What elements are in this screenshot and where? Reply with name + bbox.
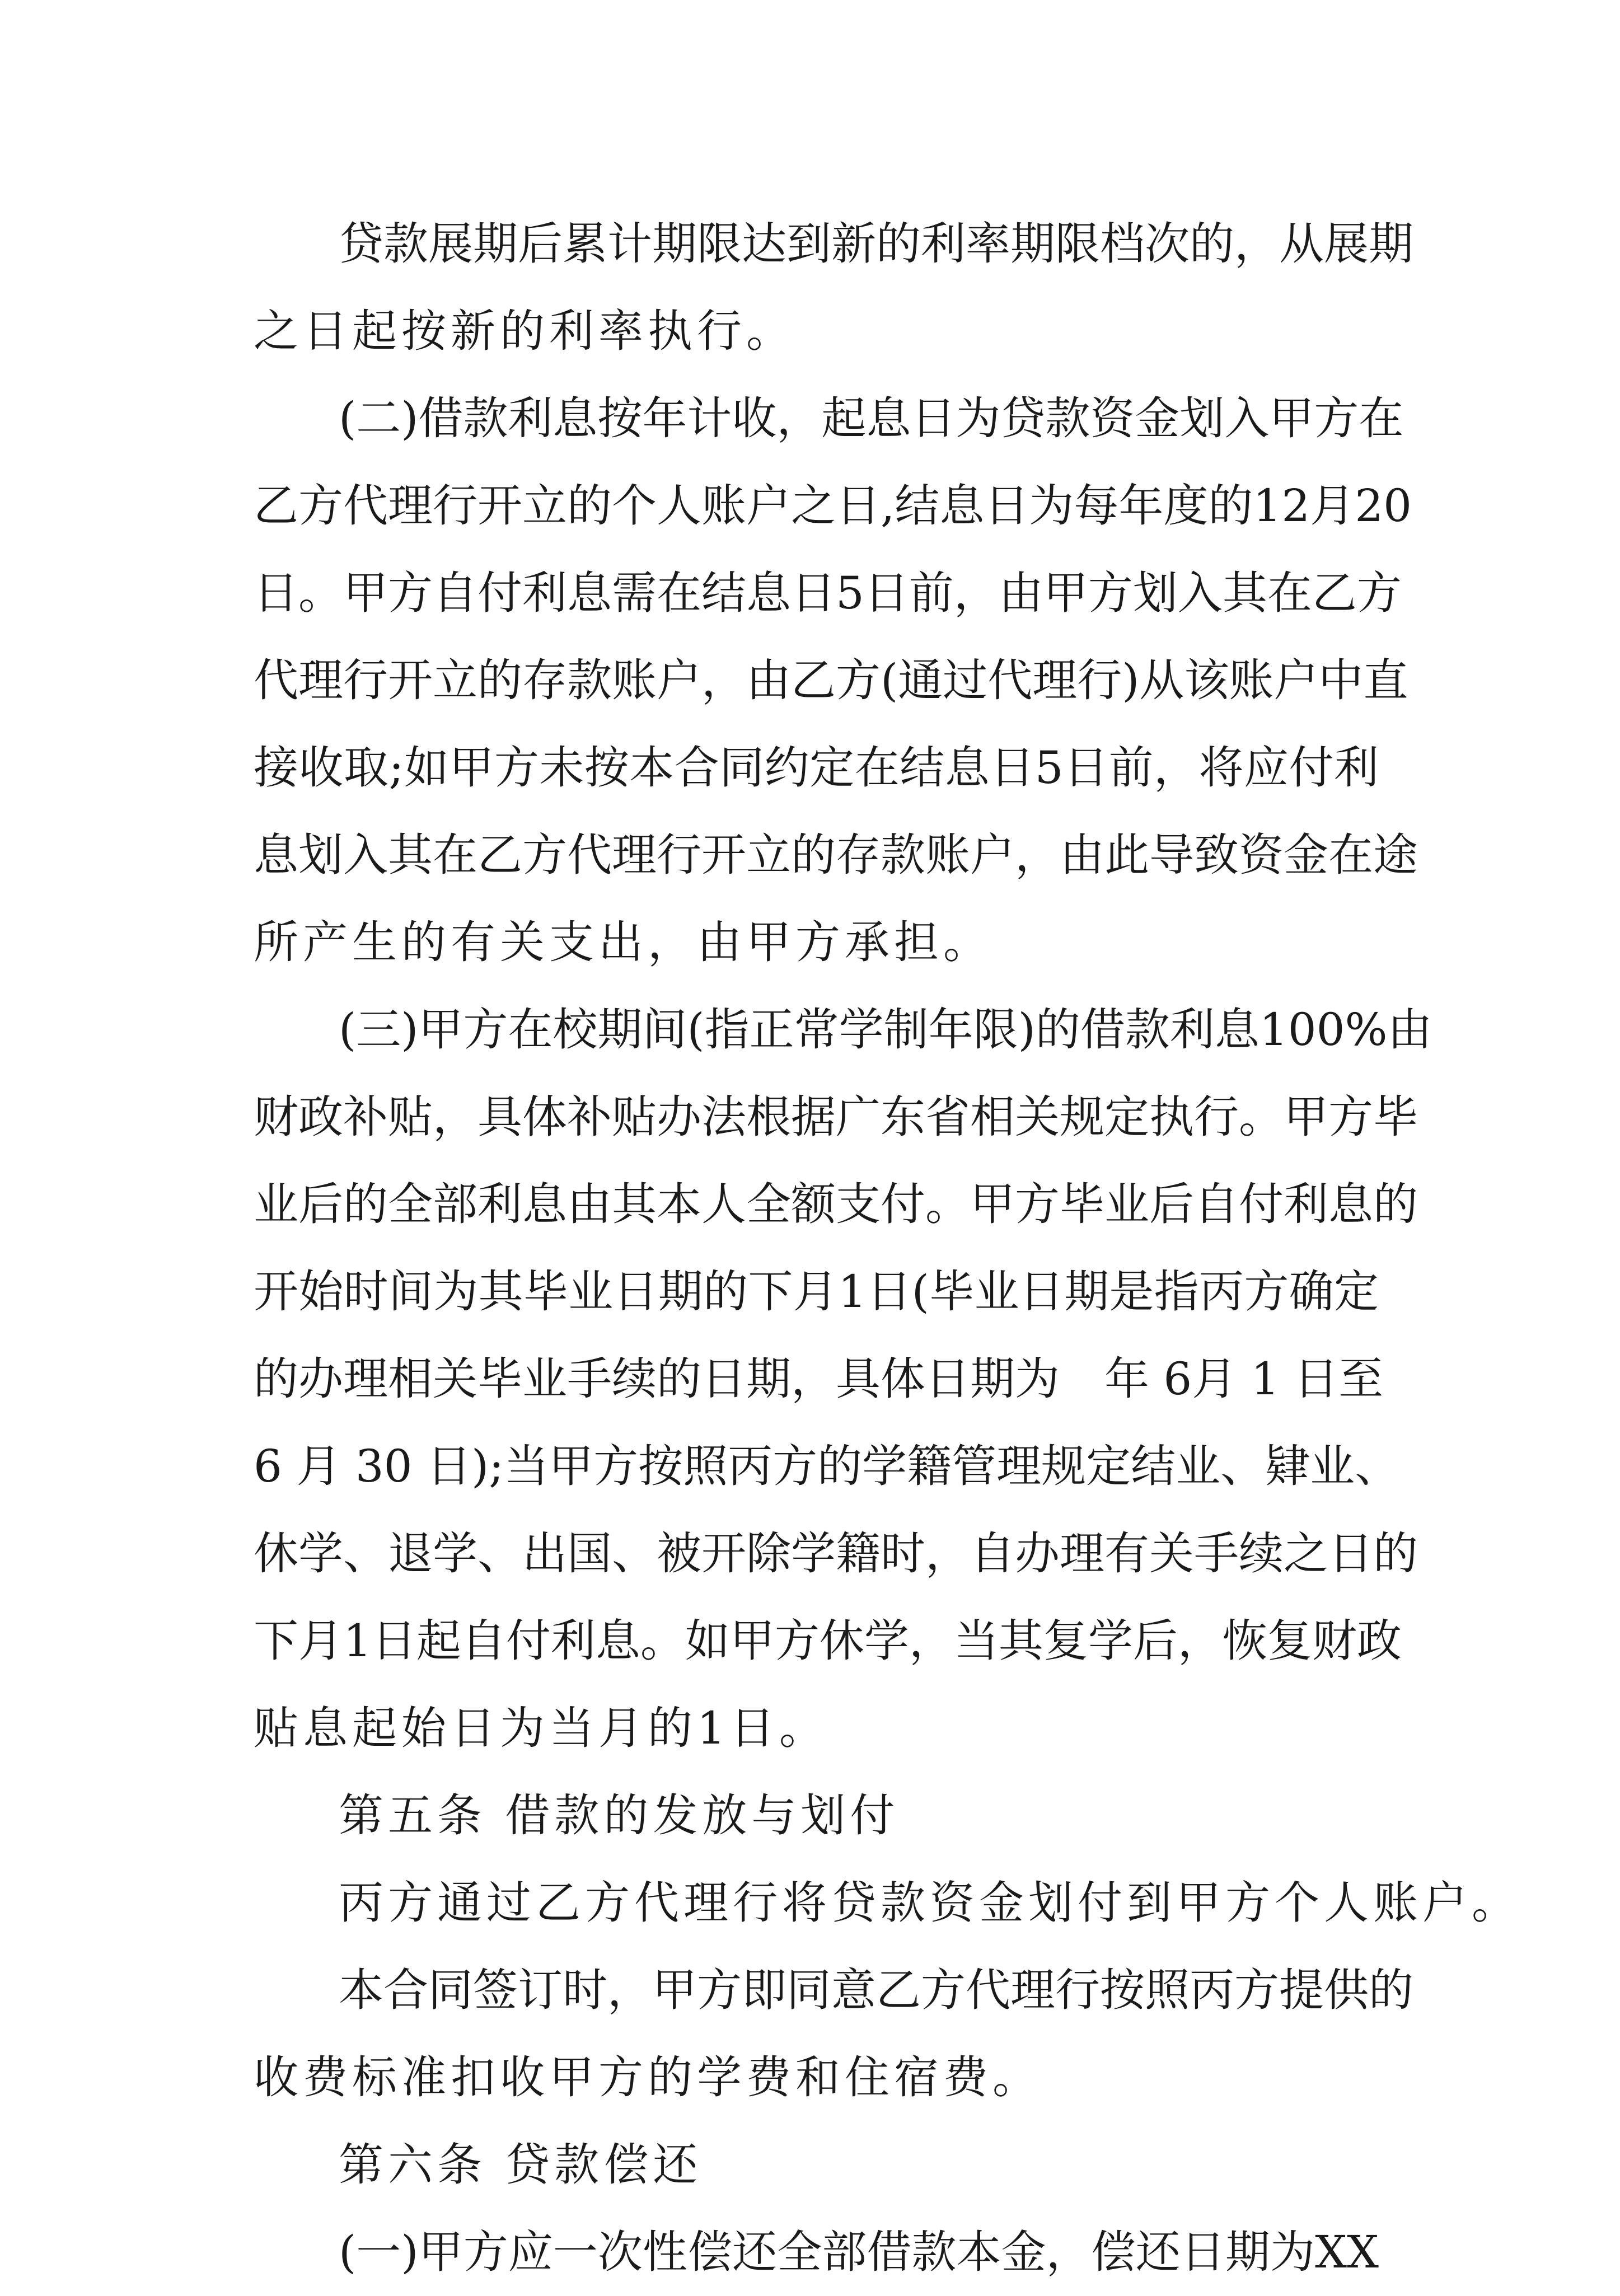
section-heading: 第六条 贷款偿还 [339,2139,703,2191]
paragraph-line: 丙方通过乙方代理行将贷款资金划付到甲方个人账户。 [339,1877,1521,1929]
paragraph-line: 业后的全部利息由其本人全额支付。甲方毕业后自付利息的 [254,1178,1418,1230]
section-heading: 第五条 借款的发放与划付 [339,1789,900,1842]
paragraph-line: 开始时间为其毕业日期的下月1日(毕业日期是指丙方确定 [254,1266,1379,1318]
paragraph-line: (一)甲方应一次性偿还全部借款本金，偿还日期为XX [339,2226,1379,2278]
paragraph-line: 所产生的有关支出，由甲方承担。 [254,916,992,968]
paragraph-line: 本合同签订时，甲方即同意乙方代理行按照丙方提供的 [339,1964,1413,2016]
paragraph-line: 的办理相关毕业手续的日期，具体日期为 年 6月 1 日至 [254,1353,1384,1405]
paragraph-line: (三)甲方在校期间(指正常学制年限)的借款利息100%由 [339,1004,1432,1056]
paragraph-line: 休学、退学、出国、被开除学籍时，自办理有关手续之日的 [254,1527,1418,1580]
paragraph-line: 6 月 30 日);当甲方按照丙方的学籍管理规定结业、肄业、 [254,1440,1400,1492]
paragraph-line: 贴息起始日为当月的1日。 [254,1702,828,1754]
paragraph-line: 贷款展期后累计期限达到新的利率期限档次的，从展期 [339,218,1413,270]
paragraph-line: 之日起按新的利率执行。 [254,305,795,357]
paragraph-line: 收费标准扣收甲方的学费和住宿费。 [254,2051,1042,2103]
document-body [254,200,1521,2296]
paragraph-line: 代理行开立的存款账户，由乙方(通过代理行)从该账户中直 [254,654,1408,706]
paragraph-line: 财政补贴，具体补贴办法根据广东省相关规定执行。甲方毕 [254,1091,1418,1143]
paragraph-line: 接收取;如甲方未按本合同约定在结息日5日前，将应付利 [254,742,1379,794]
paragraph-line: 日。甲方自付利息需在结息日5日前，由甲方划入其在乙方 [254,567,1402,619]
paragraph-line: 乙方代理行开立的个人账户之日,结息日为每年度的12月20 [254,480,1412,532]
paragraph-line: 息划入其在乙方代理行开立的存款账户，由此导致资金在途 [254,829,1418,881]
paragraph-line: (二)借款利息按年计收，起息日为贷款资金划入甲方在 [339,392,1404,444]
paragraph-line: 下月1日起自付利息。如甲方休学，当其复学后，恢复财政 [254,1615,1402,1667]
